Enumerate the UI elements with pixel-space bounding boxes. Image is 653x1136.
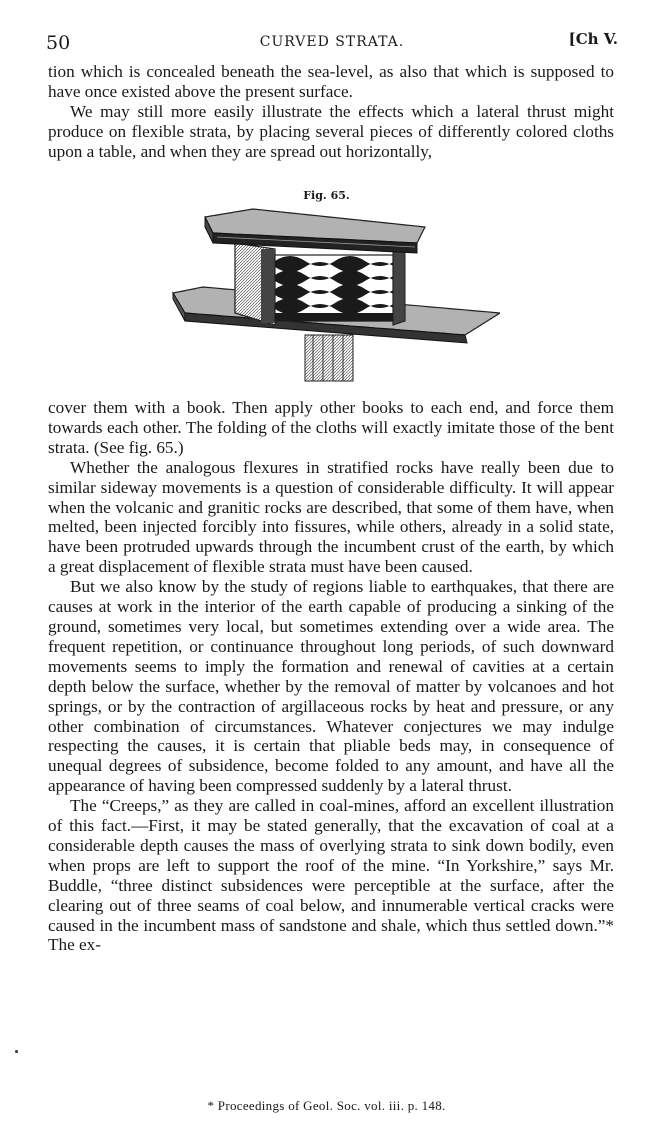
paragraph: We may still more easily illustrate the effects which a lateral thrust might produce on flexible strata, by placing several pieces of differently colored cloths upon a table, and when they are spread out horizontally, — [48, 101, 614, 161]
folded-cloth-illustration — [165, 203, 500, 383]
text-block-top — [48, 62, 614, 162]
paragraph: cover them with a book. Then apply other books to each end, and force them towards each other. The folding of the cloths will exactly imitate those of the bent strata. (See fig. 65.) — [48, 398, 614, 457]
paragraph: But we also know by the study of regions liable to earthquakes, that there are causes at work in the interior of the earth capable of producing a sinking of the ground, sometimes very local, but sometimes extending over a wide area. The frequent repetition, or continuance throughout long periods, of such downward movements seems to imply the formation and renewal of cavities at a certain depth below the surface, whether by the removal of matter by volcanoes and hot springs, or by the contraction of argillaceous rocks by heat and pressure, or any other combination of circumstances. Whatever conjectures we may indulge respecting the causes, it is certain that pliable beds may, in consequence of unequal degrees of subsidence, become folded to any amount, and have all the appearance of having been compressed suddenly by a lateral thrust. — [48, 577, 614, 796]
paragraph: tion which is concealed beneath the sea-level, as also that which is supposed to have once existed above the present surface. — [48, 62, 614, 101]
page-header — [46, 30, 618, 54]
text-block-bottom — [48, 398, 614, 955]
margin-speck — [15, 1050, 18, 1053]
footnote: * Proceedings of Geol. Soc. vol. iii. p. 148. — [207, 1098, 446, 1113]
paragraph: Whether the analogous flexures in stratified rocks have really been due to similar sideway movements is a question of considerable difficulty. It will appear when the volcanic and granitic rocks are described, that some of them have, when melted, been injected forcibly into fissures, while others, already in a solid state, have been protruded upwards through the incumbent crust of the earth, by which a great displacement of flexible strata must have been caused. — [48, 457, 614, 577]
figure-illustration — [165, 203, 500, 383]
paragraph: The “Creeps,” as they are called in coal-mines, afford an excellent illustration of this fact.—First, it may be stated generally, that the excavation of coal at a considerable depth causes the mass of overlying strata to sink down bodily, even when props are left to support the roof of the mine. “In Yorkshire,” says Mr. Buddle, “three distinct subsidences were perceptible at the surface, after the clearing out of three seams of coal below, and innumerable vertical cracks were caused in the incumbent mass of sandstone and shale, which thus settled down.”* The ex- — [48, 796, 614, 955]
figure-caption: Fig. 65. — [303, 189, 350, 202]
page-number: 50 — [46, 32, 71, 54]
chapter-label: [Ch V. — [568, 30, 618, 48]
running-title: CURVED STRATA. — [259, 34, 405, 50]
